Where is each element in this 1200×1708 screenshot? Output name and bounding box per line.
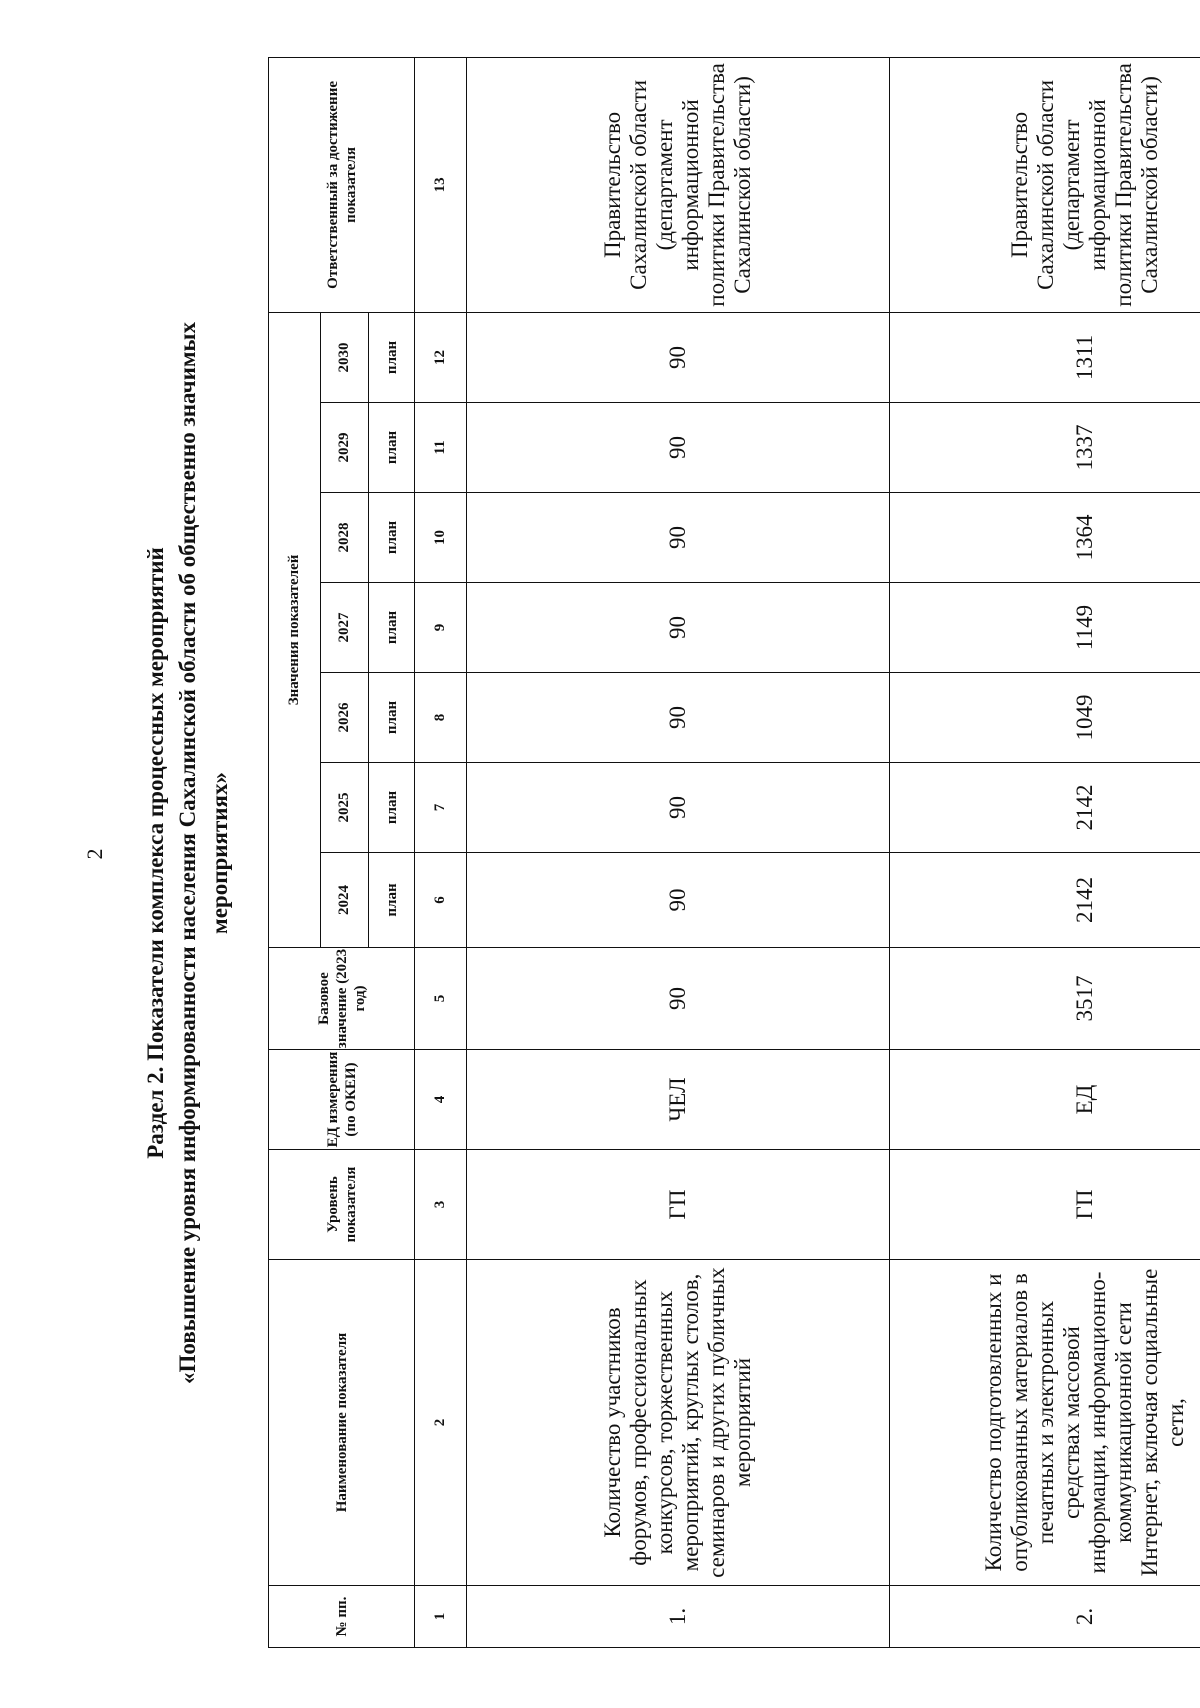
title-line-1: Раздел 2. Показатели комплекса процессных мероприятий [143,547,168,1159]
column-number: 13 [415,57,467,312]
header-year: 2028 [320,493,369,583]
header-responsible: Ответственный за достижение показателя [269,57,415,312]
header-row-group [269,57,321,1647]
title-line-2: «Повышение уровня информированности населения Сахалинской области об общественно значимых [175,322,200,1384]
header-plan: план [369,853,415,948]
row-number: 1. [467,1586,890,1648]
header-plan: план [369,493,415,583]
indicator-level: ГП [890,1150,1200,1260]
column-number: 11 [415,403,467,493]
base-value: 3517 [890,948,1200,1050]
header-year: 2025 [320,763,369,853]
column-number: 6 [415,853,467,948]
plan-value: 1364 [890,493,1200,583]
plan-value: 1049 [890,673,1200,763]
responsible-body: Правительство Сахалинской области (департамент информационной политики Правительства Сахалинской области) [467,57,890,312]
row-number: 2. [890,1586,1200,1648]
plan-value: 1149 [890,583,1200,673]
plan-value: 2142 [890,853,1200,948]
plan-value: 90 [467,673,890,763]
indicator-level: ГП [467,1150,890,1260]
column-number: 8 [415,673,467,763]
header-year: 2026 [320,673,369,763]
header-name: Наименование показателя [269,1260,415,1586]
header-plan: план [369,673,415,763]
indicator-name: Количество участников форумов, профессиональных конкурсов, торжественных мероприятий, круглых столов, семинаров и других публичных мероприятий [467,1260,890,1586]
column-number: 4 [415,1050,467,1150]
plan-value: 90 [467,403,890,493]
section-title [140,238,236,1468]
header-year: 2030 [320,312,369,402]
column-number: 2 [415,1260,467,1586]
column-number: 10 [415,493,467,583]
plan-value: 90 [467,853,890,948]
plan-value: 1337 [890,403,1200,493]
header-values-group: Значения показателей [269,312,321,947]
header-year: 2024 [320,853,369,948]
table-row [890,57,1200,1647]
title-line-3: мероприятиях» [207,772,232,934]
plan-value: 90 [467,763,890,853]
column-number: 1 [415,1586,467,1648]
column-number-row [415,57,467,1647]
header-year: 2027 [320,583,369,673]
indicator-unit: ЧЕЛ [467,1050,890,1150]
column-number: 3 [415,1150,467,1260]
plan-value: 1311 [890,312,1200,402]
responsible-body: Правительство Сахалинской области (департамент информационной политики Правительства Сахалинской области) [890,57,1200,312]
indicators-table [268,57,1200,1648]
header-plan: план [369,583,415,673]
column-number: 9 [415,583,467,673]
plan-value: 90 [467,583,890,673]
plan-value: 90 [467,493,890,583]
base-value: 90 [467,948,890,1050]
header-unit: ЕД измерения (по ОКЕИ) [269,1050,415,1150]
header-plan: план [369,312,415,402]
header-base: Базовое значение (2023 год) [269,948,415,1050]
plan-value: 2142 [890,763,1200,853]
table-row [467,57,890,1647]
indicator-name: Количество подготовленных и опубликованных материалов в печатных и электронных средствах массовой информации, информационно-коммуникационной сети Интернет, включая социальные сети, [890,1260,1200,1586]
header-plan: план [369,763,415,853]
header-level: Уровень показателя [269,1150,415,1260]
column-number: 7 [415,763,467,853]
plan-value: 90 [467,312,890,402]
column-number: 12 [415,312,467,402]
indicator-unit: ЕД [890,1050,1200,1150]
header-year: 2029 [320,403,369,493]
column-number: 5 [415,948,467,1050]
header-num: № пп. [269,1586,415,1648]
page-number: 2 [82,848,107,860]
header-plan: план [369,403,415,493]
